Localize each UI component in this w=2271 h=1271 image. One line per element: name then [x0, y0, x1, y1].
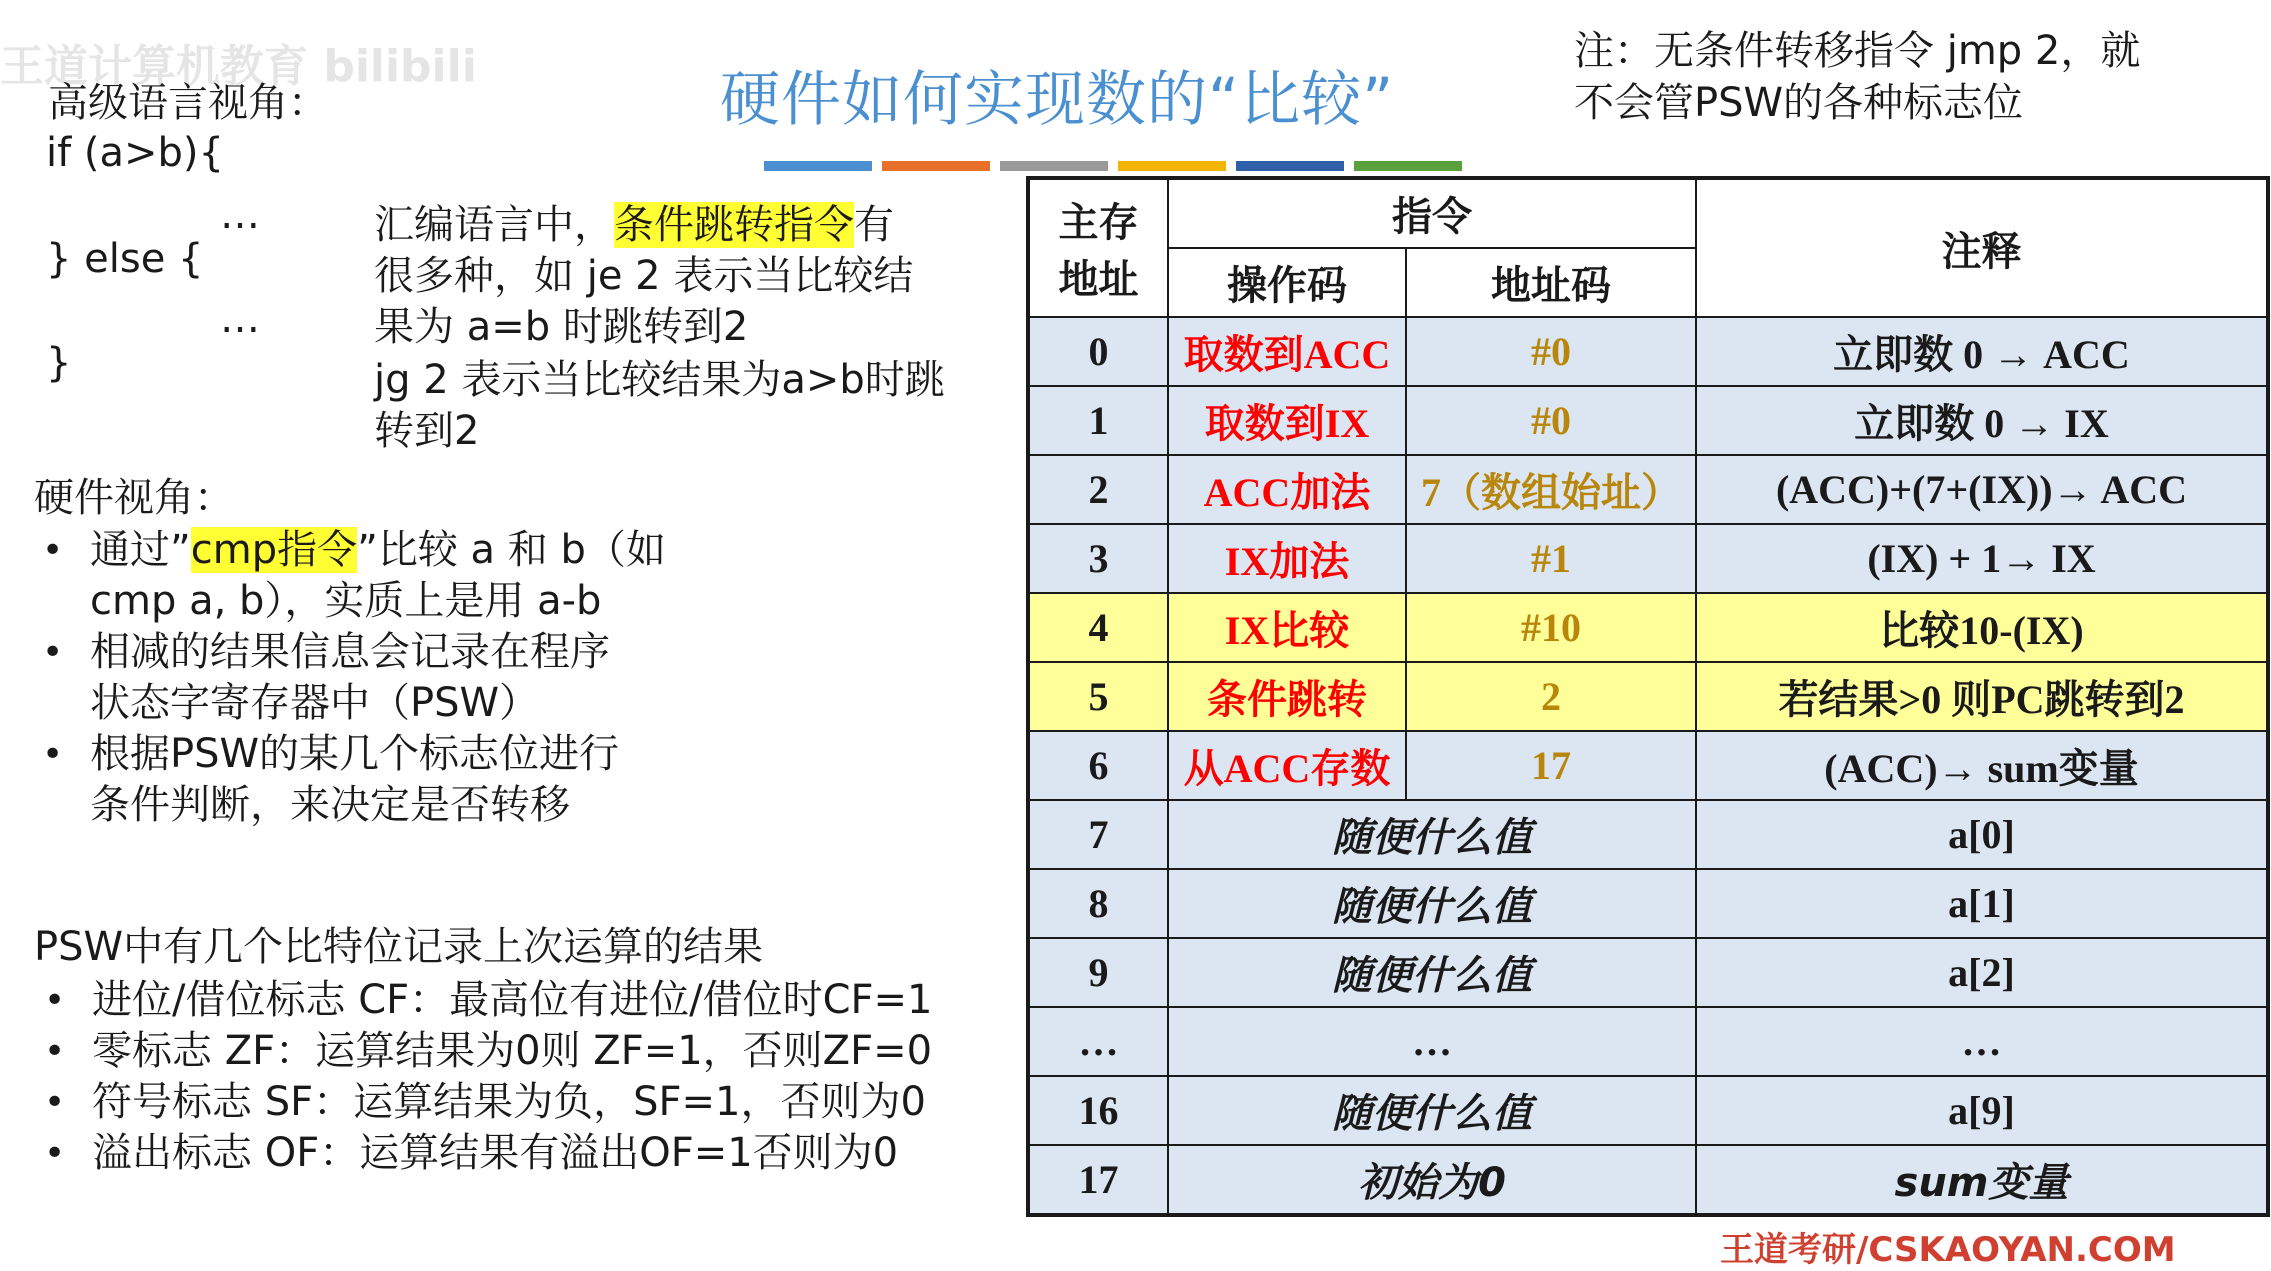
hardware-bullet-1 [38, 525, 666, 627]
row-note: 若结果>0 则PC跳转到2 [1696, 662, 2268, 731]
bullet2-line1: • 相减的结果信息会记录在程序 [90, 629, 610, 675]
row-addr: 2 [1028, 455, 1168, 524]
table-row [1028, 731, 2268, 800]
bullet1-post: ”比较 a 和 b（如 [357, 527, 666, 573]
row-opcode: ACC加法 [1168, 455, 1406, 524]
data-row [1028, 1007, 2268, 1076]
page-title: 硬件如何实现数的“比较” [720, 65, 1395, 135]
flag-zf: • 零标志 ZF：运算结果为0则 ZF=1，否则ZF=0 [40, 1026, 933, 1077]
table-body [1028, 317, 2268, 1215]
data-row [1028, 869, 2268, 938]
top-note-line2: 不会管PSW的各种标志位 [1574, 80, 2024, 126]
table-row [1028, 317, 2268, 386]
row-addrcode: #10 [1406, 593, 1696, 662]
flag-of: • 溢出标志 OF：运算结果有溢出OF=1否则为0 [40, 1128, 933, 1179]
row-addrcode: #1 [1406, 524, 1696, 593]
row-note: a[0] [1696, 800, 2268, 869]
header-instruction: 指令 [1168, 178, 1696, 248]
row-opcode: 取数到IX [1168, 386, 1406, 455]
row-note: sum变量 [1696, 1145, 2268, 1215]
row-note: (ACC)+(7+(IX))→ ACC [1696, 455, 2268, 524]
row-note: 立即数 0 → ACC [1696, 317, 2268, 386]
row-addr: 17 [1028, 1145, 1168, 1215]
data-row [1028, 1145, 2268, 1215]
row-opcode: 取数到ACC [1168, 317, 1406, 386]
row-addr: 7 [1028, 800, 1168, 869]
row-note: (ACC)→ sum变量 [1696, 731, 2268, 800]
row-value: 随便什么值 [1168, 938, 1696, 1007]
cmp-highlight: cmp指令 [190, 527, 358, 573]
assembly-note-line5: 转到2 [374, 408, 480, 454]
assembly-note-line3: 果为 a=b 时跳转到2 [374, 304, 749, 350]
data-row [1028, 800, 2268, 869]
assembly-note-post: 有 [854, 202, 894, 248]
hardware-bullet-3 [38, 729, 666, 831]
footer-brand: 王道考研/CSKAOYAN.COM [1720, 1230, 2176, 1270]
row-addr: 4 [1028, 593, 1168, 662]
high-level-label: 高级语言视角： [48, 80, 328, 126]
header-addr-line2: 地址 [1058, 257, 1139, 303]
header-addr [1028, 178, 1168, 317]
data-row [1028, 938, 2268, 1007]
bullet2-line2: 状态字寄存器中（PSW） [90, 680, 540, 726]
row-note: a[9] [1696, 1076, 2268, 1145]
row-value: 随便什么值 [1168, 1076, 1696, 1145]
bullet3-line2: 条件判断，来决定是否转移 [90, 782, 570, 828]
bullet1-line2: cmp a, b），实质上是用 a-b [90, 578, 602, 624]
header-note: 注释 [1696, 178, 2268, 317]
code-line-else: } else { [46, 236, 204, 282]
strip-blue [764, 161, 872, 171]
row-value: … [1168, 1007, 1696, 1076]
flag-cf: • 进位/借位标志 CF：最高位有进位/借位时CF=1 [40, 975, 933, 1026]
strip-gray [1000, 161, 1108, 171]
header-addr-line1: 主存 [1058, 200, 1139, 246]
row-opcode: IX比较 [1168, 593, 1406, 662]
assembly-note-highlight: 条件跳转指令 [614, 202, 854, 248]
row-addr: 5 [1028, 662, 1168, 731]
row-addrcode: 2 [1406, 662, 1696, 731]
strip-green [1354, 161, 1462, 171]
row-opcode: 条件跳转 [1168, 662, 1406, 731]
strip-darkblue [1236, 161, 1344, 171]
table-row-highlighted [1028, 593, 2268, 662]
table-row [1028, 524, 2268, 593]
table-row-highlighted [1028, 662, 2268, 731]
bullet1-pre: 通过” [90, 527, 191, 573]
code-line-ellipsis-2: … [220, 296, 260, 342]
table-row [1028, 455, 2268, 524]
row-note: … [1696, 1007, 2268, 1076]
flag-sf: • 符号标志 SF：运算结果为负，SF=1，否则为0 [40, 1077, 933, 1128]
row-note: 立即数 0 → IX [1696, 386, 2268, 455]
row-opcode: 从ACC存数 [1168, 731, 1406, 800]
row-note: a[1] [1696, 869, 2268, 938]
row-addr: 8 [1028, 869, 1168, 938]
bullet3-line1: • 根据PSW的某几个标志位进行 [90, 731, 620, 777]
code-line-ellipsis-1: … [220, 192, 260, 238]
row-addr: 16 [1028, 1076, 1168, 1145]
row-addr: 9 [1028, 938, 1168, 1007]
assembly-note-line1 [374, 200, 894, 251]
row-addr: 6 [1028, 731, 1168, 800]
code-line-if: if (a>b){ [46, 130, 224, 176]
strip-orange [882, 161, 990, 171]
row-note: (IX) + 1→ IX [1696, 524, 2268, 593]
row-addrcode: 7（数组始址） [1406, 455, 1696, 524]
row-addr: … [1028, 1007, 1168, 1076]
row-note: 比较10-(IX) [1696, 593, 2268, 662]
header-opcode: 操作码 [1168, 248, 1406, 317]
hardware-bullets [38, 525, 666, 831]
assembly-note-line2: 很多种，如 je 2 表示当比较结 [374, 253, 914, 299]
row-value: 随便什么值 [1168, 800, 1696, 869]
code-line-close: } [46, 340, 72, 386]
header-addrcode: 地址码 [1406, 248, 1696, 317]
top-note-line1: 注：无条件转移指令 jmp 2，就 [1574, 28, 2141, 74]
row-addr: 0 [1028, 317, 1168, 386]
row-addr: 3 [1028, 524, 1168, 593]
row-addrcode: 17 [1406, 731, 1696, 800]
row-value: 随便什么值 [1168, 869, 1696, 938]
row-addr: 1 [1028, 386, 1168, 455]
row-value: 初始为0 [1168, 1145, 1696, 1215]
row-addrcode: #0 [1406, 317, 1696, 386]
table-row [1028, 386, 2268, 455]
memory-table [1026, 176, 2270, 1217]
data-row [1028, 1076, 2268, 1145]
row-note: a[2] [1696, 938, 2268, 1007]
hardware-bullet-2 [38, 627, 666, 729]
row-opcode: IX加法 [1168, 524, 1406, 593]
assembly-note-pre: 汇编语言中， [374, 202, 614, 248]
hardware-label: 硬件视角： [34, 475, 234, 521]
strip-yellow [1118, 161, 1226, 171]
watermark: 王道计算机教育 bilibili [0, 41, 477, 92]
psw-label: PSW中有几个比特位记录上次运算的结果 [34, 924, 764, 970]
assembly-note-line4: jg 2 表示当比较结果为a>b时跳 [374, 357, 945, 403]
psw-flags [40, 975, 933, 1179]
row-addrcode: #0 [1406, 386, 1696, 455]
